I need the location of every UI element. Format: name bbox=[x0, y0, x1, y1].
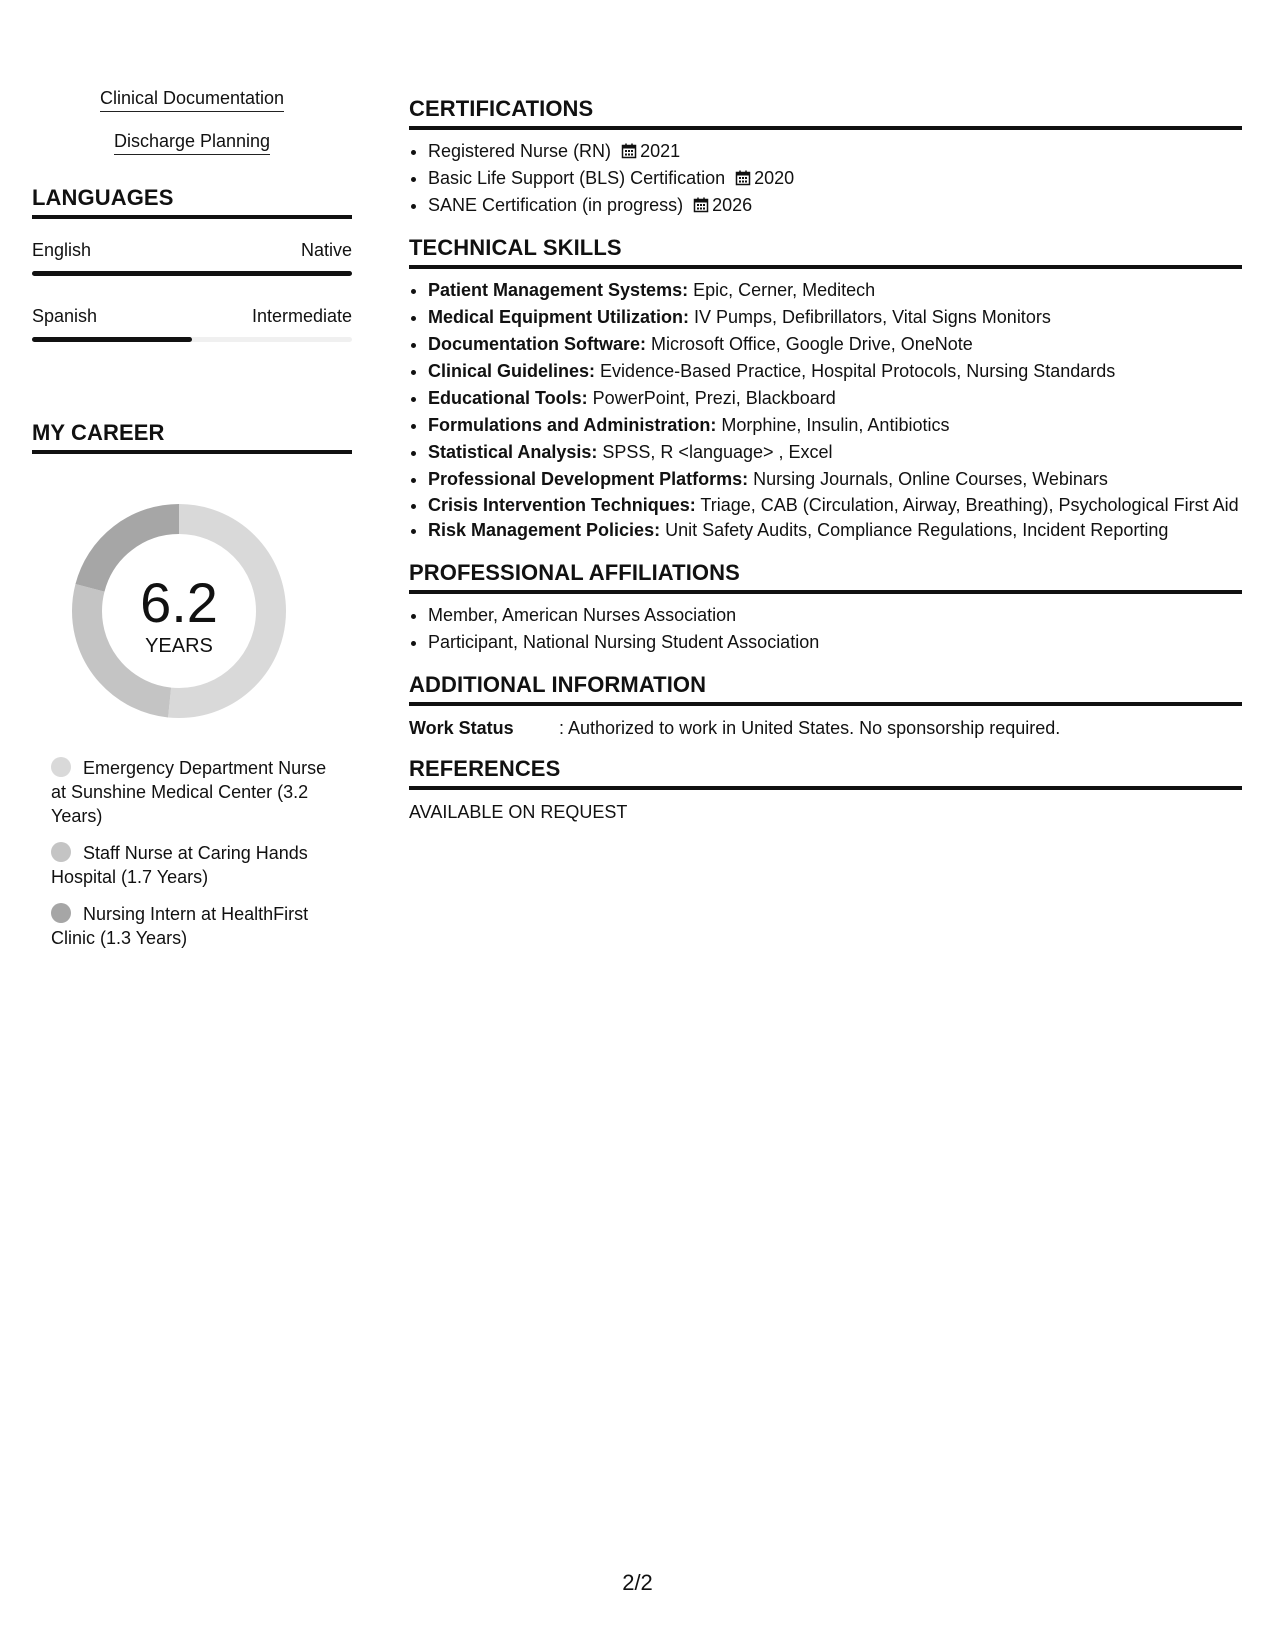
career-total-years: 6.2 bbox=[140, 571, 218, 634]
affiliations-heading: PROFESSIONAL AFFILIATIONS bbox=[409, 560, 1242, 594]
career-heading: MY CAREER bbox=[32, 420, 352, 454]
certification-year: 2021 bbox=[640, 141, 681, 161]
skill-tag: Clinical Documentation bbox=[100, 88, 284, 112]
languages-section bbox=[32, 185, 352, 342]
affiliation-item: • Member, American Nurses Association bbox=[428, 602, 1242, 629]
skill-item bbox=[428, 466, 1242, 493]
skill-tag: Discharge Planning bbox=[114, 131, 270, 155]
skill-item bbox=[428, 493, 1242, 517]
calendar-icon bbox=[735, 170, 751, 186]
certification-year: 2026 bbox=[712, 195, 753, 215]
skill-label: Clinical Guidelines: bbox=[428, 361, 596, 381]
work-status-label: Work Status bbox=[409, 718, 514, 738]
certifications-section bbox=[409, 96, 1242, 219]
career-item-text: Staff Nurse at Caring Hands Hospital (1.7 Years) bbox=[51, 843, 308, 887]
skill-value: Evidence-Based Practice, Hospital Protocols, Nursing Standards bbox=[595, 361, 1116, 381]
donut-center bbox=[66, 498, 292, 724]
affiliations-list bbox=[409, 602, 1242, 656]
skill-value: PowerPoint, Prezi, Blackboard bbox=[587, 388, 836, 408]
skill-value: Unit Safety Audits, Compliance Regulations, Incident Reporting bbox=[660, 520, 1169, 540]
language-proficiency-bar bbox=[32, 337, 352, 342]
affiliation-item: • Participant, National Nursing Student Association bbox=[428, 629, 1242, 656]
technical-skills-section bbox=[409, 235, 1242, 544]
certification-item bbox=[428, 192, 1242, 219]
calendar-icon bbox=[693, 197, 709, 213]
skill-item bbox=[428, 331, 1242, 358]
career-legend bbox=[51, 756, 341, 950]
languages-heading: LANGUAGES bbox=[32, 185, 352, 219]
certification-year: 2020 bbox=[754, 168, 795, 188]
language-level: Native bbox=[300, 240, 352, 260]
skill-item bbox=[428, 304, 1242, 331]
legend-dot-icon bbox=[51, 903, 71, 923]
skill-value: Nursing Journals, Online Courses, Webinars bbox=[748, 469, 1108, 489]
skill-label: Educational Tools: bbox=[428, 388, 588, 408]
additional-info-section bbox=[409, 672, 1242, 740]
language-proficiency-fill bbox=[32, 337, 192, 342]
language-level: Intermediate bbox=[251, 306, 352, 326]
left-column bbox=[32, 88, 352, 963]
technical-skills-heading: TECHNICAL SKILLS bbox=[409, 235, 1242, 269]
skill-label: Statistical Analysis: bbox=[428, 442, 598, 462]
references-section bbox=[409, 756, 1242, 823]
language-name: English bbox=[32, 240, 92, 260]
legend-dot-icon bbox=[51, 842, 71, 862]
references-text: AVAILABLE ON REQUEST bbox=[409, 802, 628, 822]
skill-item bbox=[428, 412, 1242, 439]
language-proficiency-bar bbox=[32, 271, 352, 276]
certification-name: SANE Certification (in progress) bbox=[428, 195, 684, 215]
work-status-row bbox=[409, 716, 1242, 740]
career-item bbox=[51, 756, 341, 828]
skill-tags bbox=[32, 88, 352, 155]
skill-label: Medical Equipment Utilization: bbox=[428, 307, 690, 327]
calendar-icon bbox=[621, 143, 637, 159]
language-english bbox=[32, 239, 352, 276]
skill-value: Epic, Cerner, Meditech bbox=[688, 280, 876, 300]
certifications-list bbox=[409, 138, 1242, 219]
skill-item bbox=[428, 385, 1242, 412]
skill-value: SPSS, R <language> , Excel bbox=[597, 442, 833, 462]
skill-item bbox=[428, 439, 1242, 466]
certification-name: Registered Nurse (RN) bbox=[428, 141, 612, 161]
page-number: 2/2 bbox=[622, 1570, 653, 1595]
career-item-text: Nursing Intern at HealthFirst Clinic (1.3 Years) bbox=[51, 904, 309, 948]
language-name: Spanish bbox=[32, 306, 98, 326]
skill-label: Documentation Software: bbox=[428, 334, 647, 354]
skill-value: IV Pumps, Defibrillators, Vital Signs Monitors bbox=[689, 307, 1051, 327]
skill-item bbox=[428, 277, 1242, 304]
language-spanish bbox=[32, 305, 352, 342]
career-item bbox=[51, 902, 341, 950]
skill-value: Morphine, Insulin, Antibiotics bbox=[716, 415, 950, 435]
certification-item bbox=[428, 165, 1242, 192]
certifications-heading: CERTIFICATIONS bbox=[409, 96, 1242, 130]
career-section bbox=[32, 420, 352, 950]
work-status-value: : Authorized to work in United States. No sponsorship required. bbox=[559, 718, 1061, 738]
skill-label: Crisis Intervention Techniques: bbox=[428, 495, 696, 515]
certification-item bbox=[428, 138, 1242, 165]
skill-label: Formulations and Administration: bbox=[428, 415, 717, 435]
career-total-unit: YEARS bbox=[145, 635, 213, 657]
additional-info-heading: ADDITIONAL INFORMATION bbox=[409, 672, 1242, 706]
affiliations-section bbox=[409, 560, 1242, 656]
career-item-text: Emergency Department Nurse at Sunshine Medical Center (3.2 Years) bbox=[51, 758, 327, 826]
skill-value: Microsoft Office, Google Drive, OneNote bbox=[646, 334, 973, 354]
legend-dot-icon bbox=[51, 757, 71, 777]
skill-label: Risk Management Policies: bbox=[428, 520, 661, 540]
skill-value: Triage, CAB (Circulation, Airway, Breathing), Psychological First Aid bbox=[695, 495, 1239, 515]
skill-item bbox=[428, 358, 1242, 385]
skill-item bbox=[428, 517, 1242, 544]
skill-label: Professional Development Platforms: bbox=[428, 469, 749, 489]
skill-label: Patient Management Systems: bbox=[428, 280, 689, 300]
career-donut-chart bbox=[66, 498, 292, 724]
language-proficiency-fill bbox=[32, 271, 352, 276]
career-item bbox=[51, 841, 341, 889]
right-column bbox=[409, 96, 1242, 839]
certification-name: Basic Life Support (BLS) Certification bbox=[428, 168, 726, 188]
references-heading: REFERENCES bbox=[409, 756, 1242, 790]
technical-skills-list bbox=[409, 277, 1242, 544]
